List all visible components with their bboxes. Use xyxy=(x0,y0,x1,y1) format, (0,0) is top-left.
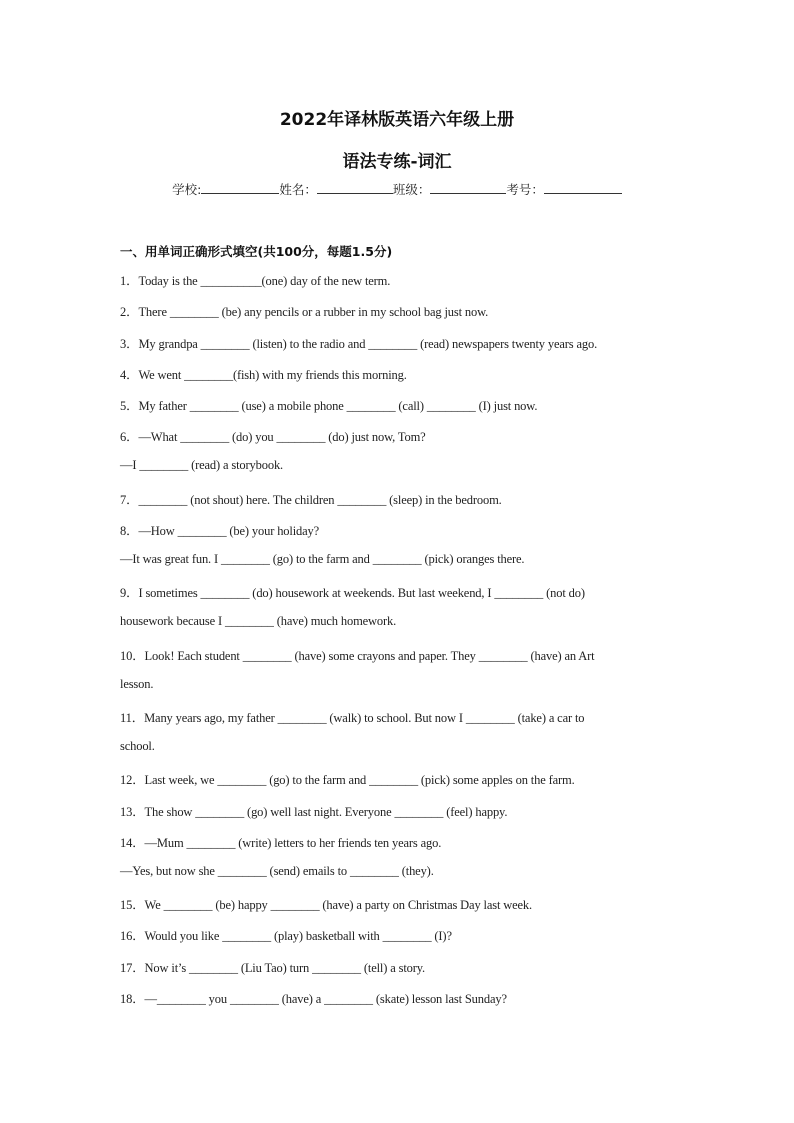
school-blank xyxy=(201,181,279,194)
question-line: lesson. xyxy=(120,677,154,691)
question-line: 17．Now it’s ________ (Liu Tao) turn ________ (tell) a story. xyxy=(120,961,426,975)
class-label: 班级： xyxy=(392,182,431,197)
question-line: 8．—How ________ (be) your holiday? xyxy=(120,524,320,538)
question-line: —It was great fun. I ________ (go) to the farm and ________ (pick) oranges there. xyxy=(120,552,525,566)
question-line: 5．My father ________ (use) a mobile phone ________ (call) ________ (I) just now. xyxy=(120,399,538,413)
page-title: 2022年译林版英语六年级上册 xyxy=(279,110,515,130)
class-blank xyxy=(430,181,506,194)
section-heading: 一、用单词正确形式填空(共100分，每题1.5分) xyxy=(120,244,393,259)
student-info-line xyxy=(0,180,794,198)
question-line: 6．—What ________ (do) you ________ (do) just now, Tom? xyxy=(120,430,426,444)
question-line: 4．We went ________(fish) with my friends this morning. xyxy=(120,368,407,382)
question-line: 16．Would you like ________ (play) basketball with ________ (I)? xyxy=(120,929,452,943)
name-label: 姓名： xyxy=(279,182,317,197)
question-line: 9．I sometimes ________ (do) housework at weekends. But last weekend, I ________ (not do) xyxy=(120,586,585,600)
question-line: 1．Today is the __________(one) day of the new term. xyxy=(120,274,391,288)
question-line: 2．There ________ (be) any pencils or a rubber in my school bag just now. xyxy=(120,305,489,319)
question-line: 7．________ (not shout) here. The children ________ (sleep) in the bedroom. xyxy=(120,493,502,507)
page-subtitle: 语法专练-词汇 xyxy=(342,152,452,172)
question-line: —Yes, but now she ________ (send) emails to ________ (they). xyxy=(120,864,434,878)
school-label: 学校: xyxy=(172,182,202,197)
question-line: housework because I ________ (have) much homework. xyxy=(120,614,397,628)
question-line: 15．We ________ (be) happy ________ (have) a party on Christmas Day last week. xyxy=(120,898,532,912)
question-line: 18．—________ you ________ (have) a ________ (skate) lesson last Sunday? xyxy=(120,992,507,1006)
question-line: 11．Many years ago, my father ________ (walk) to school. But now I ________ (take) a car to xyxy=(120,711,585,725)
number-label: 考号： xyxy=(506,182,544,197)
question-line: 3．My grandpa ________ (listen) to the radio and ________ (read) newspapers twenty years ago. xyxy=(120,337,598,351)
number-blank xyxy=(544,181,622,194)
question-line: 14．—Mum ________ (write) letters to her friends ten years ago. xyxy=(120,836,442,850)
question-line: 10．Look! Each student ________ (have) some crayons and paper. They ________ (have) an Art xyxy=(120,649,595,663)
name-blank xyxy=(317,181,393,194)
question-line: 13．The show ________ (go) well last night. Everyone ________ (feel) happy. xyxy=(120,805,508,819)
question-line: —I ________ (read) a storybook. xyxy=(120,458,284,472)
question-line: school. xyxy=(120,739,155,753)
question-line: 12．Last week, we ________ (go) to the farm and ________ (pick) some apples on the farm. xyxy=(120,773,575,787)
